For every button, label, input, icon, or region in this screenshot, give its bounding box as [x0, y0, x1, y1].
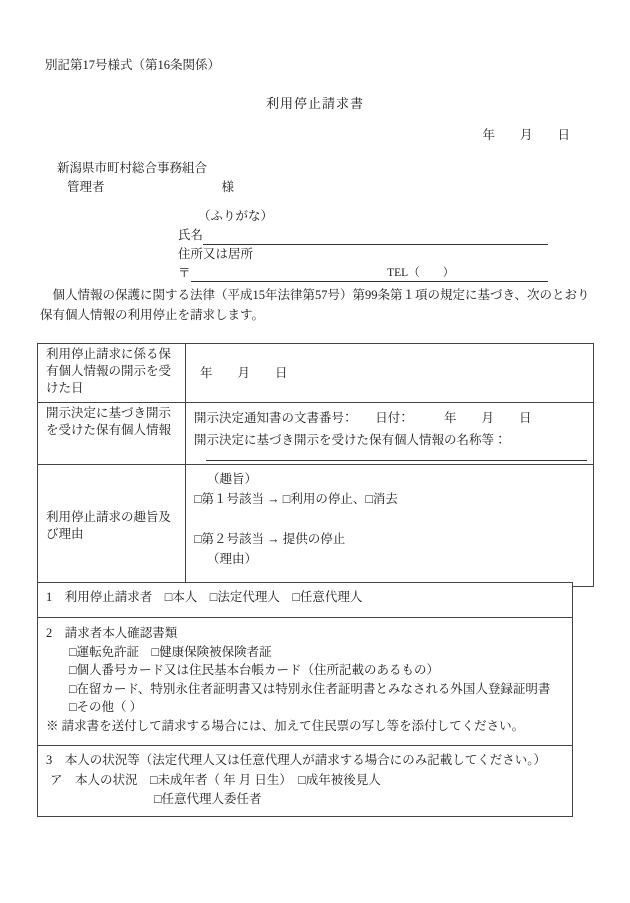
identity-doc-option-1: □運転免許証 □健康保険被保険者証 [69, 644, 272, 659]
address-label: 住所又は居所 [178, 246, 254, 261]
request-purpose-value [186, 465, 594, 587]
principal-status-heading: 3 本人の状況等（法定代理人又は任意代理人が請求する場合にのみ記載してください。） [46, 753, 547, 767]
table-row [38, 618, 573, 746]
intro-paragraph: 個人情報の保護に関する法律（平成15年法律第57号）第99条第１項の規定に基づき、次のとおり保有個人情報の利用停止を請求します。 [40, 288, 590, 322]
table-row [38, 583, 573, 618]
principal-status-cell [38, 746, 573, 817]
name-entry-line [203, 226, 548, 245]
disclosed-info-name-line: 開示決定に基づき開示を受けた保有個人情報の名称等： [194, 433, 507, 447]
disclosure-date-label: 利用停止請求に係る保有個人情報の開示を受けた日 [38, 344, 186, 403]
purpose-option-1: □第１号該当 → □利用の停止、□消去 [194, 492, 398, 506]
applicant-block [178, 207, 548, 282]
request-details-table [37, 343, 594, 587]
tel-label: TEL（ ） [387, 267, 455, 279]
identity-doc-option-3: □在留カード、特別永住者証明書又は特別永住者証明書とみなされる外国人登録証明書 [69, 681, 551, 696]
request-purpose-label: 利用停止請求の趣旨及び理由 [38, 465, 186, 587]
addressee-line [57, 178, 234, 197]
addressee-honorific: 様 [221, 179, 235, 194]
purpose-heading: （趣旨） [207, 472, 258, 486]
postal-field-row [178, 263, 548, 282]
identity-documents-cell [38, 618, 573, 746]
date-line: 年 月 日 [482, 128, 570, 142]
table-row [38, 344, 594, 403]
identity-doc-option-2: □個人番号カード又は住民基本台帳カード（住所記載のあるもの） [69, 663, 440, 677]
identity-documents-heading: 2 請求者本人確認書類 [46, 626, 178, 640]
reason-heading: （理由） [207, 552, 258, 566]
addressee-block [57, 159, 234, 196]
purpose-option-2: □第２号該当 → 提供の停止 [194, 532, 346, 546]
postal-mark: 〒 [178, 265, 191, 280]
document-title: 利用停止請求書 [265, 96, 364, 111]
table-row [38, 403, 594, 465]
table-row [38, 746, 573, 817]
form-number: 別記第17号様式（第16条関係） [45, 58, 221, 72]
disclosed-info-value [186, 403, 594, 465]
principal-status-line-1: ア 本人の状況 □未成年者（ 年 月 日生） □成年被後見人 [50, 772, 381, 787]
table-row [38, 465, 594, 587]
spacer [194, 509, 589, 529]
furigana-label: （ふりがな） [198, 209, 274, 223]
notice-document-number-line: 開示決定通知書の文書番号： 日付： 年 月 日 [194, 411, 532, 425]
requester-info-table [37, 582, 573, 817]
address-entry-line [191, 263, 548, 282]
mailing-note: ※ 請求書を送付して請求する場合には、加えて住民票の写し等を添付してください。 [46, 718, 525, 733]
addressee-organization: 新潟県市町村総合事務組合 [57, 161, 208, 175]
disclosure-date-value: 年 月 日 [186, 344, 594, 403]
addressee-role: 管理者 [67, 179, 105, 194]
requester-type-line: 1 利用停止請求者 □本人 □法定代理人 □任意代理人 [38, 583, 573, 618]
principal-status-line-2: □任意代理人委任者 [154, 792, 262, 806]
identity-doc-option-4: □その他（ ） [69, 700, 143, 714]
disclosed-info-label: 開示決定に基づき開示を受けた保有個人情報 [38, 403, 186, 465]
name-label: 氏名 [178, 228, 204, 242]
name-field-row [178, 226, 548, 245]
info-name-entry-line [206, 460, 587, 461]
